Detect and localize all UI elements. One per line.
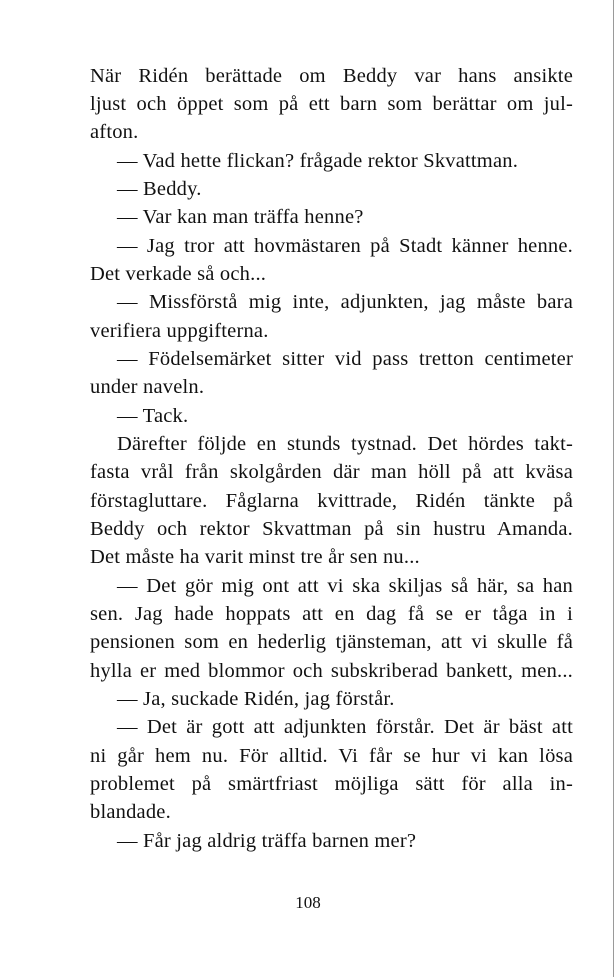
text-line: När Ridén berättade om Beddy var hans ansikte bbox=[90, 65, 573, 87]
text-line: hylla er med blommor och subskriberad bankett, men... bbox=[90, 660, 573, 682]
text-line: — Ja, suckade Ridén, jag förstår. bbox=[117, 688, 395, 710]
text-line: Beddy och rektor Skvattman på sin hustru Amanda. bbox=[90, 518, 573, 540]
text-line: — Var kan man träffa henne? bbox=[117, 206, 364, 228]
text-line: — Vad hette flickan? frågade rektor Skvattman. bbox=[117, 150, 519, 172]
text-line: Det verkade så och... bbox=[90, 263, 267, 285]
text-line: blandade. bbox=[90, 801, 171, 823]
text-line: — Missförstå mig inte, adjunkten, jag måste bara bbox=[117, 291, 573, 313]
text-line: — Jag tror att hovmästaren på Stadt känner henne. bbox=[117, 235, 573, 257]
text-line: pensionen som en hederlig tjänsteman, att vi skulle få bbox=[90, 631, 573, 653]
text-line: — Får jag aldrig träffa barnen mer? bbox=[117, 830, 417, 852]
text-line: ni går hem nu. För alltid. Vi får se hur vi kan lösa bbox=[90, 745, 573, 767]
text-line: Därefter följde en stunds tystnad. Det hördes takt- bbox=[117, 433, 573, 455]
text-line: under naveln. bbox=[90, 376, 205, 398]
page-edge-divider bbox=[613, 0, 614, 977]
text-line: — Födelsemärket sitter vid pass tretton centimeter bbox=[117, 348, 573, 370]
page-number: 108 bbox=[295, 893, 321, 912]
text-line: ljust och öppet som på ett barn som berättar om jul- bbox=[90, 93, 573, 115]
text-line: — Det är gott att adjunkten förstår. Det är bäst att bbox=[117, 716, 573, 738]
text-line: förstagluttare. Fåglarna kvittrade, Ridén tänkte på bbox=[90, 490, 573, 512]
text-line: verifiera uppgifterna. bbox=[90, 320, 269, 342]
text-line: — Beddy. bbox=[117, 178, 202, 200]
text-line: problemet på smärtfriast möjliga sätt för alla in- bbox=[90, 773, 573, 795]
text-line: fasta vrål från skolgården där man höll på att kväsa bbox=[90, 461, 573, 483]
text-line: afton. bbox=[90, 121, 139, 143]
text-line: — Tack. bbox=[117, 405, 189, 427]
text-line: — Det gör mig ont att vi ska skiljas så här, sa han bbox=[117, 575, 573, 597]
text-line: Det måste ha varit minst tre år sen nu... bbox=[90, 546, 420, 568]
text-line: sen. Jag hade hoppats att en dag få se er tåga in i bbox=[90, 603, 573, 625]
